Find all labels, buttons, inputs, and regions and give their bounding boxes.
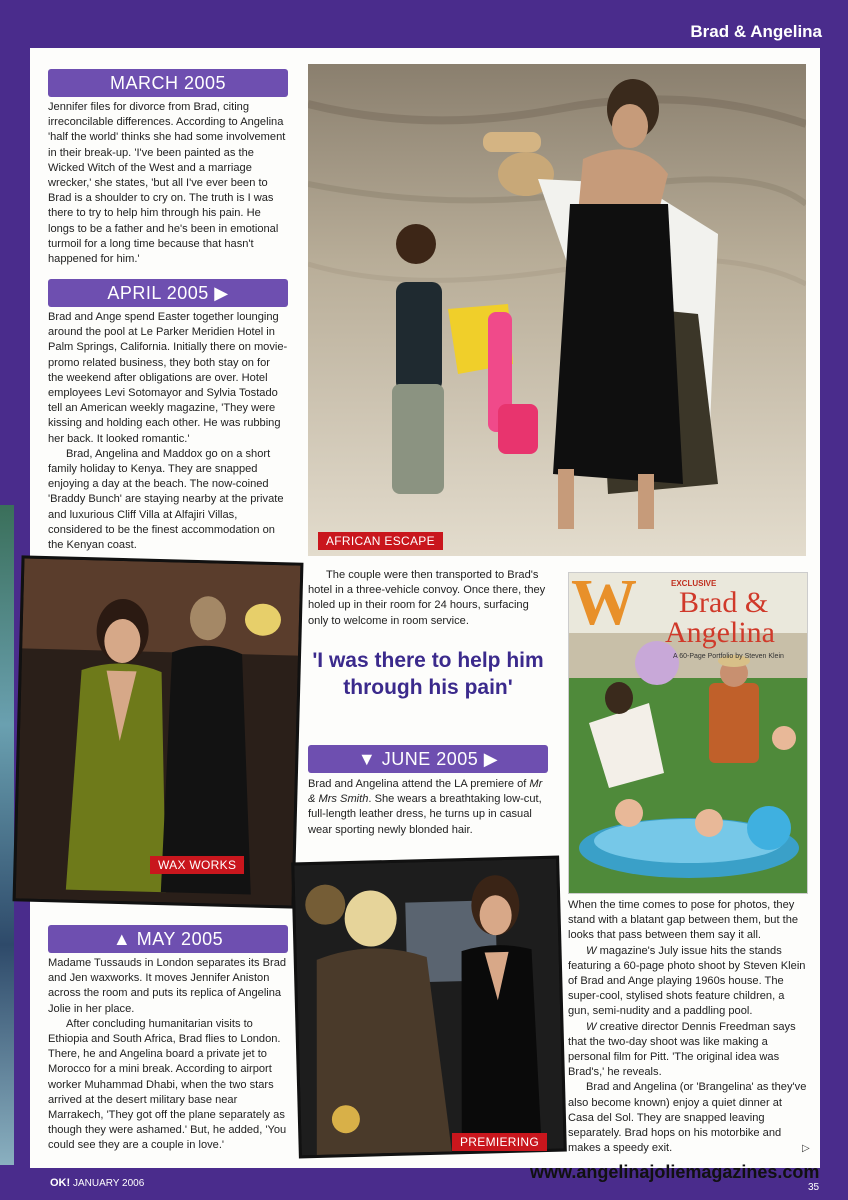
right-column-text: [568, 898, 808, 1156]
w-mag-name: W: [586, 944, 597, 957]
footer-issue: [50, 1177, 144, 1189]
pull-quote: 'I was there to help him through his pain': [312, 649, 544, 699]
footer-brand: OK!: [50, 1177, 71, 1189]
may-paragraph-2: After concluding humanitarian visits to Ethiopia and South Africa, Brad flies to London. There, he and Angelina board a private jet to Morocco for a mini break. According to airport worker Muhammad Dhabi, when the two stars arrived at the desert military base near Marrakech, 'They got off the plane separately as though they were ashamed.' But, he added, 'You could see they are a couple in love.': [48, 1017, 287, 1152]
may-text: [48, 956, 288, 1154]
april-paragraph-3: The couple were then transported to Brad's hotel in a three-vehicle convoy. Once there, they holed up in their room for 24 hours, surfacing only to welcome in room service.: [308, 569, 546, 627]
may-heading: ▲ MAY 2005: [48, 925, 288, 953]
adjacent-page-edge: [0, 505, 14, 1165]
w-cover-title-2: Angelina: [665, 616, 775, 649]
w-logo: W: [571, 572, 637, 639]
march-text: [48, 100, 288, 267]
w-mag-name-2: W: [586, 1020, 597, 1033]
beach-photo-caption: AFRICAN ESCAPE: [318, 532, 443, 550]
premiere-photo: [294, 859, 564, 1156]
right-paragraph-2-text: magazine's July issue hits the stands featuring a 60-page photo shoot by Steven Klein of Brad and Ange playing 1960s house. The super-cool, stylised shots feature children, a gun, semi-nudity and a paddling pool.: [568, 944, 806, 1018]
april-text: [48, 310, 288, 553]
premiere-photo-caption: PREMIERING: [452, 1133, 547, 1151]
footer-issue-date: JANUARY 2006: [72, 1178, 145, 1189]
beach-photo-illustration: [308, 64, 806, 556]
w-cover-exclusive: EXCLUSIVE: [671, 579, 717, 588]
wax-photo: [16, 558, 301, 905]
april-paragraph-1: Brad and Ange spend Easter together lounging around the pool at Le Parker Meridien Hotel in Palm Springs, California. Initially there on movie-promo related business, they both stay on for the weekend after obligations are over. Hotel employees Levi Sotomayor and Sylvia Tostado tell an American weekly magazine, 'They were kissing and holding each other. He was rubbing her back. It looked romantic.': [48, 311, 288, 445]
june-heading: ▼ JUNE 2005 ▶: [308, 745, 548, 773]
june-text-part-2: . She wears a breathtaking low-cut, full-length leather dress, he turns up in casual wear sporting newly blonded hair.: [308, 793, 542, 836]
june-paragraph: [308, 777, 548, 838]
march-paragraph: Jennifer files for divorce from Brad, citing irreconcilable differences. According to Angelina 'half the world' thinks she had some involvement in their break-up. 'I've been painted as the Wicked Witch of the West and a marriage wrecker,' she states, 'but all I've ever been to Brad is a shoulder to cry on. The truth is I was there to try to help him through his pain. He longs to be a father and he's been in emotional turmoil for a long time because that hasn't happened for him.': [48, 101, 286, 266]
april-continued-text: [308, 568, 548, 629]
page-number: 35: [808, 1182, 820, 1193]
wax-photo-caption: WAX WORKS: [150, 856, 244, 874]
right-paragraph-4: Brad and Angelina (or 'Brangelina' as they've also become known) enjoy a quiet dinner at Casa del Sol. They are snapped leaving separately. Brad hops on his motorbike and makes a speedy exit.: [568, 1081, 807, 1155]
right-paragraph-3-text: creative director Dennis Freedman says that the two-day shoot was like making a personal film for Pitt. 'The original idea was Brad's,' he reveals.: [568, 1020, 796, 1079]
end-of-article-icon: ▷: [802, 1143, 810, 1154]
march-heading: MARCH 2005: [48, 69, 288, 97]
premiere-photo-illustration: [294, 859, 564, 1156]
june-text-part-1: Brad and Angelina attend the LA premiere of: [308, 778, 530, 790]
page-header-title: Brad & Angelina: [690, 22, 822, 41]
w-cover-title-1: Brad &: [679, 586, 769, 619]
w-magazine-cover: [568, 572, 808, 894]
beach-photo: [308, 64, 806, 556]
june-text: [308, 777, 548, 838]
wax-photo-illustration: [16, 558, 301, 905]
movie-title: Mr & Mrs Smith: [308, 778, 543, 806]
footer-url[interactable]: www.angelinajoliemagazines.com: [530, 1162, 820, 1182]
right-paragraph-3: [568, 1020, 808, 1081]
april-paragraph-2: Brad, Angelina and Maddox go on a short family holiday to Kenya. They are snapped enjoying a day at the beach. The now-coined 'Braddy Bunch' are staying nearby at the private and luxurious Cliff Villa at Alfajiri Villas, considered to be the finest accommodation on the Kenyan coast.: [48, 447, 284, 552]
w-cover-subtitle: A 60-Page Portfolio by Steven Klein: [673, 653, 784, 660]
may-paragraph-1: Madame Tussauds in London separates its Brad and Jen waxworks. It moves Jennifer Aniston across the room and puts its replica of Angelina Jolie in her place.: [48, 957, 287, 1015]
april-heading: APRIL 2005 ▶: [48, 279, 288, 307]
right-paragraph-1: When the time comes to pose for photos, they stand with a blatant gap between them, but the looks that pass between them say it all.: [568, 899, 799, 942]
right-paragraph-2: [568, 944, 808, 1020]
